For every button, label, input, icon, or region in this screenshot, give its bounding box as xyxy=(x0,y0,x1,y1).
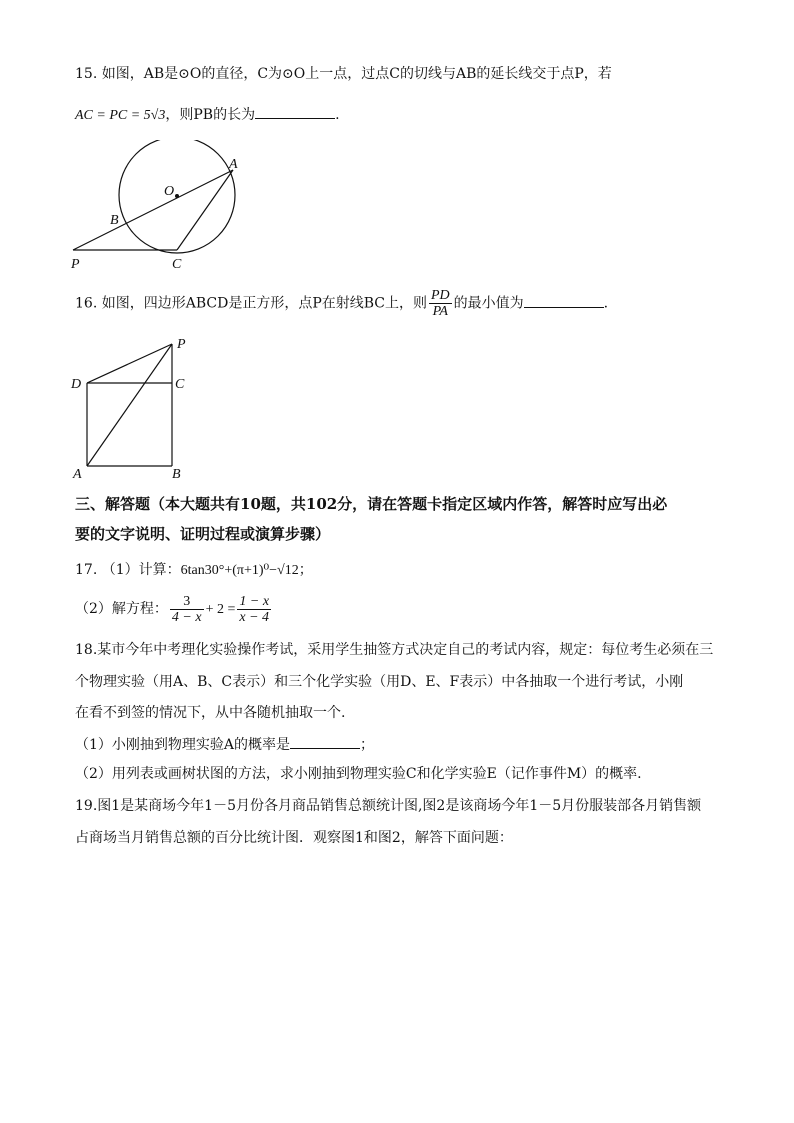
q18-line1 xyxy=(75,640,713,660)
q17-part2 xyxy=(75,592,273,627)
q15-number: 15. xyxy=(75,66,98,82)
q15-end: . xyxy=(335,107,340,123)
label-c: C xyxy=(172,257,182,272)
line-pa xyxy=(87,344,172,466)
line-ac xyxy=(177,170,233,250)
q16-text: 如图，四边形ABCD是正方形，点P在射线BC上，则 xyxy=(101,295,427,312)
q16-text-after: 的最小值为 xyxy=(453,295,524,312)
q17-part2-label: （2）解方程： xyxy=(75,601,168,617)
q15-condition: AC = PC = 5√3 xyxy=(75,108,166,123)
label-a: A xyxy=(73,467,82,482)
q15-line2 xyxy=(75,104,340,126)
q17-right-num: 1 − x xyxy=(239,593,270,609)
q16-line xyxy=(75,288,608,319)
q15-text: 如图，AB是⊙O的直径，C为⊙O上一点，过点C的切线与AB的延长线交于点P，若 xyxy=(101,66,612,82)
q18-part1-text: （1）小刚抽到物理实验A的概率是 xyxy=(75,737,291,753)
q18-line2: 个物理实验（用A、B、C表示）和三个化学实验（用D、E、F表示）中各抽取一个进行考试，小刚 xyxy=(75,674,684,690)
q17-part1 xyxy=(75,560,313,581)
q18-answer-blank xyxy=(290,734,360,749)
q19-line1 xyxy=(75,796,701,816)
q19-text1: 图1是某商场今年1－5月份各月商品销售总额统计图,图2是该商场今年1－5月份服装部各月销售额 xyxy=(97,798,702,814)
q15-answer-blank xyxy=(255,104,335,119)
label-o: O xyxy=(164,184,175,199)
q18-number: 18. xyxy=(75,642,98,658)
q16-fraction xyxy=(429,288,452,319)
line-pd xyxy=(87,344,172,383)
label-d: D xyxy=(71,377,82,392)
line-pa xyxy=(73,170,233,250)
q18-part2: （2）用列表或画树状图的方法，求小刚抽到物理实验C和化学实验E（记作事件M）的概率. xyxy=(75,766,642,782)
section3-heading-line2: 要的文字说明、证明过程或演算步骤） xyxy=(75,525,331,543)
label-c: C xyxy=(175,377,185,392)
label-p: P xyxy=(177,337,186,352)
label-a: A xyxy=(229,157,238,172)
q17-right-fraction xyxy=(237,594,271,625)
label-p: P xyxy=(71,257,80,272)
q18-part1 xyxy=(75,734,374,755)
section3-heading-line1: 三、解答题（本大题共有10题，共102分，请在答题卡指定区域内作答，解答时应写出必 xyxy=(75,495,668,513)
q17-left-fraction xyxy=(170,594,204,625)
q18-line3: 在看不到签的情况下，从中各随机抽取一个. xyxy=(75,705,346,721)
q15-figure xyxy=(60,140,260,275)
q17-eq-mid: + 2 = xyxy=(205,602,236,617)
q19-line2: 占商场当月销售总额的百分比统计图．观察图1和图2，解答下面问题： xyxy=(75,830,513,846)
q16-frac-den: PA xyxy=(432,304,448,319)
q16-frac-num: PD xyxy=(431,288,450,303)
q17-part1-end: ； xyxy=(298,562,313,578)
q18-text1: 某市今年中考理化实验操作考试，采用学生抽签方式决定自己的考试内容，规定：每位考生必须在三 xyxy=(97,642,714,658)
q16-end: . xyxy=(603,295,609,312)
q16-number: 16. xyxy=(75,295,98,312)
center-o-dot xyxy=(175,194,179,198)
q16-answer-blank xyxy=(524,293,604,308)
q15-line1 xyxy=(75,64,612,84)
label-b: B xyxy=(172,467,181,482)
q17-part1-expr: 6tan30°+(π+1)⁰−√12 xyxy=(180,563,299,578)
label-b: B xyxy=(110,213,119,228)
q18-part1-end: ； xyxy=(360,737,375,753)
q16-figure xyxy=(65,332,195,482)
q17-left-den: 4 − x xyxy=(171,609,202,625)
q17-part1-label: （1）计算： xyxy=(101,562,181,578)
q17-number: 17. xyxy=(75,562,98,578)
q19-number: 19. xyxy=(75,798,98,814)
q17-left-num: 3 xyxy=(170,594,204,610)
q15-question: ，则PB的长为 xyxy=(165,107,256,123)
q17-right-den: x − 4 xyxy=(239,609,270,625)
